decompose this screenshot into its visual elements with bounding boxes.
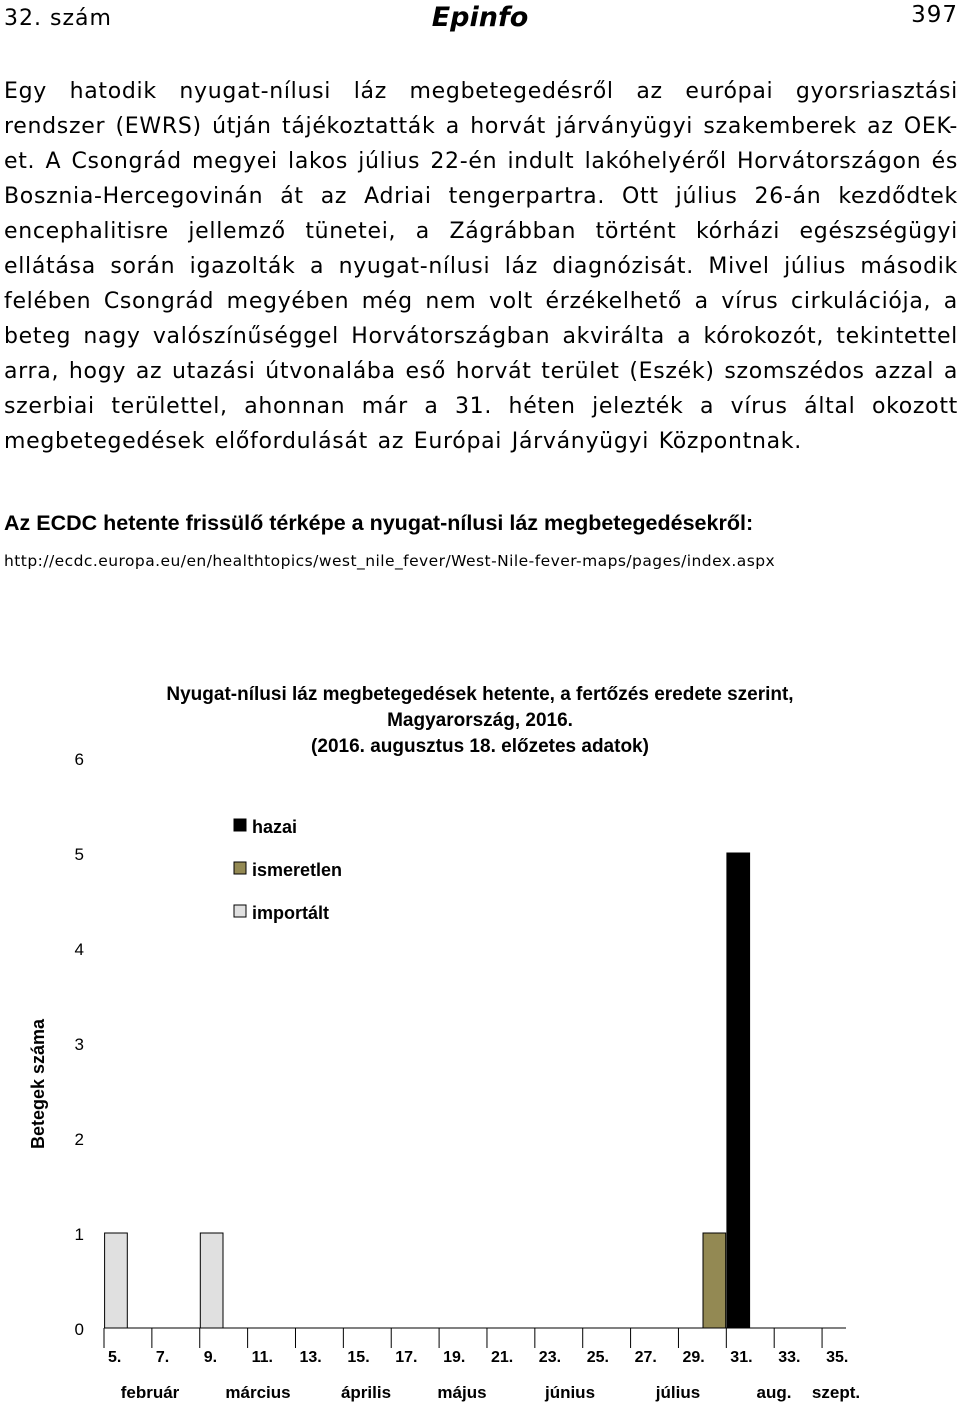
issue-number: 32. szám: [4, 6, 112, 31]
legend-label: importált: [252, 903, 330, 923]
month-label: május: [437, 1383, 487, 1402]
bar-importált: [105, 1233, 128, 1328]
y-tick-label: 4: [74, 940, 84, 959]
legend-swatch-hazai: [234, 819, 246, 831]
weekly-cases-chart: [0, 670, 960, 1405]
x-tick-label: 9.: [203, 1349, 218, 1366]
y-axis-label: Betegek száma: [28, 1018, 48, 1150]
legend-label: ismeretlen: [252, 860, 343, 880]
month-label: július: [655, 1383, 701, 1402]
y-tick-label: 0: [74, 1320, 84, 1339]
month-label: aug.: [756, 1383, 792, 1402]
legend-swatch-importált: [234, 905, 246, 917]
x-tick-label: 23.: [538, 1349, 562, 1366]
x-tick-label: 31.: [730, 1349, 753, 1366]
x-tick-label: 35.: [826, 1349, 849, 1366]
x-tick-label: 11.: [251, 1349, 273, 1366]
bar-importált: [200, 1233, 223, 1328]
journal-title: Epinfo: [431, 2, 529, 33]
y-tick-label: 3: [74, 1035, 84, 1054]
x-tick-label: 17.: [395, 1349, 418, 1366]
x-tick-label: 25.: [586, 1349, 609, 1366]
chart-title: [166, 684, 793, 757]
ecdc-url-link[interactable]: http://ecdc.europa.eu/en/healthtopics/west_nile_fever/West-Nile-fever-maps/pages/index.aspx: [4, 552, 776, 570]
chart-title-line: Nyugat-nílusi láz megbetegedések hetente, a fertőzés eredete szerint,: [166, 684, 794, 705]
x-tick-label: 21.: [491, 1349, 514, 1366]
y-tick-label: 2: [74, 1130, 84, 1149]
x-axis: [104, 1328, 860, 1402]
page-number: 397: [911, 2, 958, 28]
x-tick-label: 7.: [155, 1349, 170, 1366]
page-header: [0, 0, 960, 40]
y-tick-label: 5: [74, 845, 84, 864]
x-tick-label: 15.: [347, 1349, 370, 1366]
chart-title-line: (2016. augusztus 18. előzetes adatok): [311, 736, 649, 757]
legend-label: hazai: [252, 817, 298, 837]
chart-bars: [105, 853, 750, 1328]
month-label: szept.: [811, 1383, 861, 1402]
bar-hazai: [727, 853, 750, 1328]
y-tick-label: 1: [74, 1225, 84, 1244]
month-label: március: [225, 1383, 291, 1402]
article-paragraph: Egy hatodik nyugat-nílusi láz megbetegedésről az európai gyorsriasztási rendszer (EWRS) útján tájékoztatták a horvát járványügyi szakemberek az OEK-et. A Csongrád megyei lakos július 22-én indult lakóhelyéről Horvátországon és Bosznia-Hercegovinán át az Adriai tengerpartra. Ott július 26-án kezdődtek encephalitisre jellemző tünetei, a Zágrábban történt kórházi egészségügyi ellátása során igazolták a nyugat-nílusi láz diagnózisát. Mivel július második felében Csongrád megyében még nem volt érzékelhető a vírus cirkulációja, a beteg nagy valószínűséggel Horvátországban akvirálta a kórokozót, tekintettel arra, hogy az utazási útvonalába eső horvát terület (Eszék) szomszédos azzal a szerbiai területtel, ahonnan már a 31. héten jelezték a vírus által okozott megbetegedések előfordulását az Európai Járványügyi Központnak.: [4, 79, 958, 454]
chart-title-line: Magyarország, 2016.: [387, 710, 573, 731]
x-tick-label: 13.: [299, 1349, 322, 1366]
x-tick-label: 27.: [634, 1349, 657, 1366]
bar-ismeretlen: [703, 1233, 726, 1328]
month-label: április: [340, 1383, 392, 1402]
month-label: június: [544, 1383, 596, 1402]
x-tick-label: 19.: [443, 1349, 466, 1366]
legend-swatch-ismeretlen: [234, 862, 246, 874]
x-tick-label: 29.: [682, 1349, 705, 1366]
x-tick-label: 5.: [108, 1349, 122, 1366]
x-tick-label: 33.: [778, 1349, 801, 1366]
ecdc-heading: Az ECDC hetente frissülő térképe a nyugat-nílusi láz megbetegedésekről:: [4, 511, 754, 535]
y-tick-label: 6: [74, 750, 84, 769]
chart-legend: [234, 817, 342, 923]
y-axis: [28, 750, 84, 1339]
month-label: február: [120, 1383, 180, 1402]
